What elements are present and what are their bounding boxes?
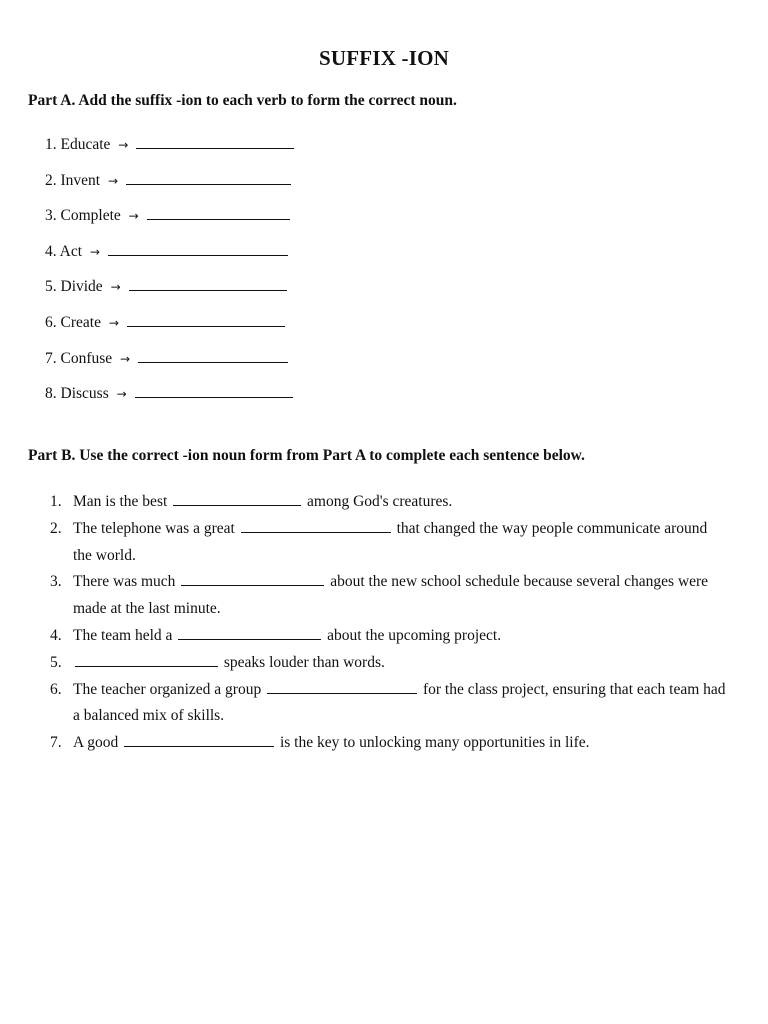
sentence-end: speaks louder than words. [223, 653, 385, 671]
part-a-item [45, 312, 294, 348]
item-number: 7. [50, 734, 62, 752]
right-arrow-icon: → [108, 315, 119, 330]
right-arrow-icon: → [120, 351, 131, 366]
answer-blank[interactable] [138, 348, 288, 363]
part-b-item [48, 650, 728, 677]
right-arrow-icon: → [107, 173, 119, 188]
sentence-end: about the new school schedule because several changes were made at the last minute. [73, 573, 709, 618]
item-number: 3. [50, 573, 62, 591]
sentence-start: The team held a [73, 626, 173, 644]
part-a-item [45, 170, 294, 206]
right-arrow-icon: → [116, 387, 127, 402]
sentence [73, 520, 707, 564]
item-number: 1. [50, 493, 62, 510]
sentence-end: about the upcoming project. [327, 626, 502, 644]
verb: Invent [60, 171, 101, 189]
sentence [73, 627, 501, 644]
sentence-end: is the key to unlocking many opportunities in life. [279, 734, 590, 752]
answer-blank[interactable] [75, 652, 218, 667]
right-arrow-icon: → [110, 280, 121, 295]
item-number: 5. [50, 653, 62, 671]
part-a-item [45, 205, 294, 241]
item-number: 5. [45, 278, 57, 296]
part-b-list [48, 489, 728, 757]
item-number: 1. [45, 136, 57, 153]
answer-blank[interactable] [173, 491, 301, 506]
part-a-item [45, 134, 294, 170]
answer-blank[interactable] [126, 170, 291, 185]
sentence-start: The telephone was a great [73, 519, 235, 537]
sentence-end: for the class project, ensuring that each team had a balanced mix of skills. [73, 680, 726, 725]
answer-blank[interactable] [181, 571, 324, 586]
item-number: 3. [45, 207, 57, 225]
verb: Discuss [60, 385, 109, 403]
part-a-list [45, 134, 294, 419]
answer-blank[interactable] [147, 205, 290, 220]
sentence-end: that changed the way people communicate around the world. [73, 519, 708, 564]
part-b-heading: Part B. Use the correct -ion noun form from Part A to complete each sentence below. [28, 447, 585, 464]
part-a-item [45, 383, 294, 419]
part-a-heading: Part A. Add the suffix -ion to each verb to form the correct noun. [28, 92, 457, 109]
answer-blank[interactable] [267, 679, 417, 694]
item-number: 4. [45, 242, 57, 260]
part-b-item [48, 677, 728, 731]
item-number: 6. [45, 313, 57, 331]
sentence-start: There was much [73, 573, 176, 591]
part-b-item [48, 569, 728, 623]
verb: Confuse [60, 349, 113, 367]
sentence [73, 734, 590, 751]
part-a-item [45, 276, 294, 312]
part-a-item [45, 241, 294, 277]
item-number: 2. [50, 519, 62, 537]
verb: Divide [60, 278, 103, 296]
verb: Create [60, 313, 101, 331]
sentence [73, 573, 708, 617]
verb: Complete [60, 207, 121, 225]
answer-blank[interactable] [135, 383, 293, 398]
part-b-item [48, 516, 728, 570]
part-b-item [48, 623, 728, 650]
right-arrow-icon: → [128, 209, 139, 224]
item-number: 8. [45, 385, 57, 403]
sentence-end: among God's creatures. [307, 493, 453, 510]
answer-blank[interactable] [241, 518, 391, 533]
right-arrow-icon: → [118, 138, 129, 152]
item-number: 7. [45, 349, 57, 367]
sentence [73, 681, 726, 725]
sentence-start: The teacher organized a group [73, 680, 262, 698]
answer-blank[interactable] [108, 241, 288, 256]
answer-blank[interactable] [129, 276, 287, 291]
answer-blank[interactable] [127, 312, 285, 327]
right-arrow-icon: → [89, 244, 100, 259]
item-number: 4. [50, 626, 62, 644]
part-b-item [48, 489, 728, 516]
page-title: SUFFIX -ION [319, 46, 449, 70]
verb: Educate [60, 136, 111, 153]
answer-blank[interactable] [124, 732, 274, 747]
sentence-start: A good [73, 734, 119, 752]
sentence [73, 654, 385, 671]
part-a-item [45, 348, 294, 384]
answer-blank[interactable] [136, 134, 294, 149]
item-number: 6. [50, 680, 62, 698]
sentence [73, 493, 452, 510]
part-b-item [48, 730, 728, 757]
item-number: 2. [45, 171, 57, 189]
verb: Act [59, 242, 83, 260]
sentence-start: Man is the best [73, 493, 168, 510]
answer-blank[interactable] [178, 625, 321, 640]
